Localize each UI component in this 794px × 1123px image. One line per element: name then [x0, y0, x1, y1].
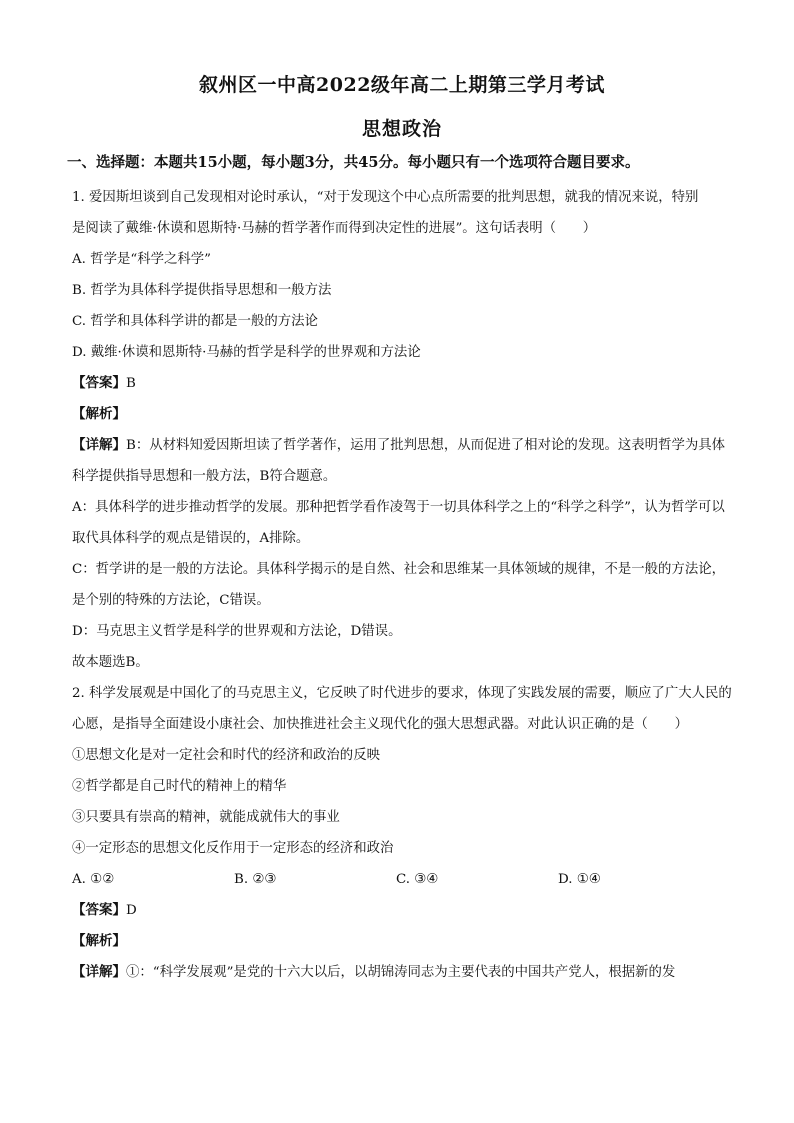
q1-stem-line1: 1. 爱因斯坦谈到自己发现相对论时承认，“对于发现这个中心点所需要的批判思想，就我的情况来说，特别 — [72, 190, 699, 205]
q2-choice-b: B. ②③ — [234, 872, 277, 887]
q1-detail-a: A：具体科学的进步推动哲学的发展。那种把哲学看作凌驾于一切具体科学之上的“科学之科学”，认为哲学可以取代具体科学的观点是错误的，A排除。 — [72, 500, 725, 546]
q2-choice-a: A. ①② — [72, 872, 115, 887]
detail-tag: 【详解】 — [72, 437, 126, 453]
detail-text: B：从材料知爱因斯坦读了哲学著作，运用了批判思想，从而促进了相对论的发现。这表明哲学为具体科学提供指导思想和一般方法，B符合题意。 — [72, 438, 726, 484]
q2-choice-d: D. ①④ — [558, 872, 601, 887]
analysis-tag: 【解析】 — [72, 933, 126, 949]
q2-choice-c: C. ③④ — [396, 872, 439, 887]
answer-value: D — [126, 903, 137, 918]
q1-analysis-heading — [72, 399, 732, 430]
q2-item-1: ①思想文化是对一定社会和时代的经济和政治的反映 — [72, 748, 380, 763]
q1-option-b: B. 哲学为具体科学提供指导思想和一般方法 — [72, 283, 332, 298]
q2-choices — [72, 864, 732, 895]
q1-option-c: C. 哲学和具体科学讲的都是一般的方法论 — [72, 314, 318, 329]
q1-stem-line2: 是阅读了戴维·休谟和恩斯特·马赫的哲学著作而得到决定性的进展”。这句话表明（ ） — [72, 221, 597, 236]
question-2 — [72, 678, 732, 988]
exam-title: 叙州区一中高2022级年高二上期第三学月考试 — [199, 74, 605, 96]
q2-analysis-heading — [72, 926, 732, 957]
q2-answer — [72, 895, 732, 926]
q1-option-a: A. 哲学是“科学之科学” — [72, 252, 211, 267]
answer-value: B — [126, 376, 136, 391]
exam-page — [67, 60, 732, 988]
q1-detail-d: D：马克思主义哲学是科学的世界观和方法论，D错误。 — [72, 624, 402, 639]
section-heading: 一、选择题：本题共15小题，每小题3分，共45分。每小题只有一个选项符合题目要求。 — [67, 154, 640, 171]
exam-subject: 思想政治 — [361, 118, 442, 140]
answer-tag: 【答案】 — [72, 375, 126, 391]
answer-tag: 【答案】 — [72, 902, 126, 918]
detail-tag: 【详解】 — [72, 964, 126, 980]
q1-option-d: D. 戴维·休谟和恩斯特·马赫的哲学是科学的世界观和方法论 — [72, 345, 421, 360]
q2-item-4: ④一定形态的思想文化反作用于一定形态的经济和政治 — [72, 841, 394, 856]
q1-detail-c: C：哲学讲的是一般的方法论。具体科学揭示的是自然、社会和思维某一具体领域的规律，不是一般的方法论，是个别的特殊的方法论，C错误。 — [72, 562, 725, 608]
question-1 — [72, 182, 732, 678]
q2-item-3: ③只要具有崇高的精神，就能成就伟大的事业 — [72, 810, 340, 825]
q1-detail-b — [72, 430, 732, 492]
q1-conclusion: 故本题选B。 — [72, 655, 149, 670]
analysis-tag: 【解析】 — [72, 406, 126, 422]
detail-text: ①：“科学发展观”是党的十六大以后，以胡锦涛同志为主要代表的中国共产党人，根据新的发 — [126, 965, 676, 980]
q2-item-2: ②哲学都是自己时代的精神上的精华 — [72, 779, 287, 794]
q1-answer — [72, 368, 732, 399]
q2-stem: 2. 科学发展观是中国化了的马克思主义，它反映了时代进步的要求，体现了实践发展的需要，顺应了广大人民的心愿，是指导全面建设小康社会、加快推进社会主义现代化的强大思想武器。对此认识正确的是（ ） — [72, 686, 732, 732]
q2-detail-1 — [72, 957, 732, 988]
